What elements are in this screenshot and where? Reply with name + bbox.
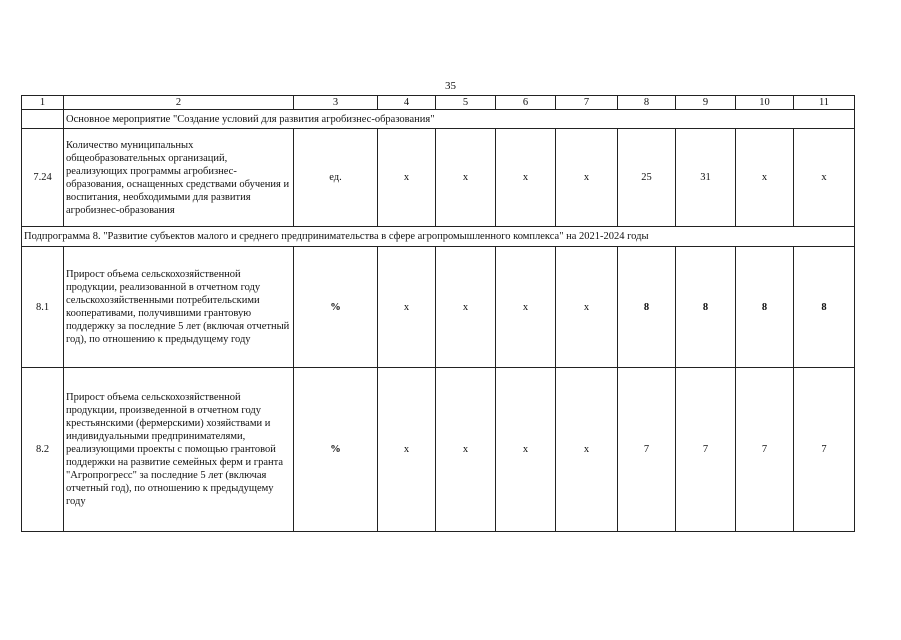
- row-value: x: [496, 129, 556, 227]
- row-unit: %: [294, 368, 378, 532]
- row-description: Прирост объема сельскохозяйственной продукции, произведенной в отчетном году крестьянскими (фермерскими) хозяйствами и индивидуальными предпринимателями, реализующими проекты с помощью грантовой поддержки на развитие семейных ферм и гранта "Агропрогресс" за последние 5 лет (включая отчетный год), по отношению к предыдущему году: [64, 368, 294, 532]
- row-value: 7: [618, 368, 676, 532]
- indicators-table: [21, 95, 855, 532]
- row-value: 7: [676, 368, 736, 532]
- row-value: x: [378, 247, 436, 368]
- row-value: x: [378, 368, 436, 532]
- row-value: x: [496, 247, 556, 368]
- row-value: 7: [794, 368, 855, 532]
- table-row: [22, 368, 855, 532]
- section-row: [22, 110, 855, 129]
- table-row: [22, 247, 855, 368]
- row-value: x: [736, 129, 794, 227]
- header-cell: 4: [378, 96, 436, 110]
- row-value: 31: [676, 129, 736, 227]
- header-cell: 9: [676, 96, 736, 110]
- row-value: x: [436, 247, 496, 368]
- row-value: x: [436, 368, 496, 532]
- header-row: [22, 96, 855, 110]
- table-row: [22, 129, 855, 227]
- header-cell: 6: [496, 96, 556, 110]
- row-value: 25: [618, 129, 676, 227]
- row-value: x: [794, 129, 855, 227]
- header-cell: 8: [618, 96, 676, 110]
- row-value: x: [556, 129, 618, 227]
- subprogram-title: Подпрограмма 8. "Развитие субъектов малого и среднего предпринимательства в сфере агропромышленного комплекса" на 2021-2024 годы: [22, 227, 855, 247]
- row-value: 8: [736, 247, 794, 368]
- row-value: x: [378, 129, 436, 227]
- header-cell: 3: [294, 96, 378, 110]
- row-description: Прирост объема сельскохозяйственной продукции, реализованной в отчетном году сельскохозяйственными потребительскими кооперативами, получившими грантовую поддержку за последние 5 лет (включая отчетный год), по отношению к предыдущему году: [64, 247, 294, 368]
- row-value: 8: [618, 247, 676, 368]
- header-cell: 5: [436, 96, 496, 110]
- header-cell: 7: [556, 96, 618, 110]
- row-number: 8.2: [22, 368, 64, 532]
- row-value: 8: [794, 247, 855, 368]
- page-number: 35: [445, 80, 456, 92]
- row-number: 7.24: [22, 129, 64, 227]
- section-title: Основное мероприятие "Создание условий для развития агробизнес-образования": [64, 110, 855, 129]
- header-cell: 10: [736, 96, 794, 110]
- row-value: x: [496, 368, 556, 532]
- section-row: [22, 227, 855, 247]
- header-cell: 1: [22, 96, 64, 110]
- header-cell: 2: [64, 96, 294, 110]
- row-number: 8.1: [22, 247, 64, 368]
- row-value: x: [556, 247, 618, 368]
- row-description: Количество муниципальных общеобразовательных организаций, реализующих программы агробизнес-образования, оснащенных средствами обучения и воспитания, необходимыми для развития агробизнес-образования: [64, 129, 294, 227]
- header-cell: 11: [794, 96, 855, 110]
- row-unit: %: [294, 247, 378, 368]
- row-unit: ед.: [294, 129, 378, 227]
- row-value: 8: [676, 247, 736, 368]
- row-value: x: [436, 129, 496, 227]
- row-value: x: [556, 368, 618, 532]
- row-value: 7: [736, 368, 794, 532]
